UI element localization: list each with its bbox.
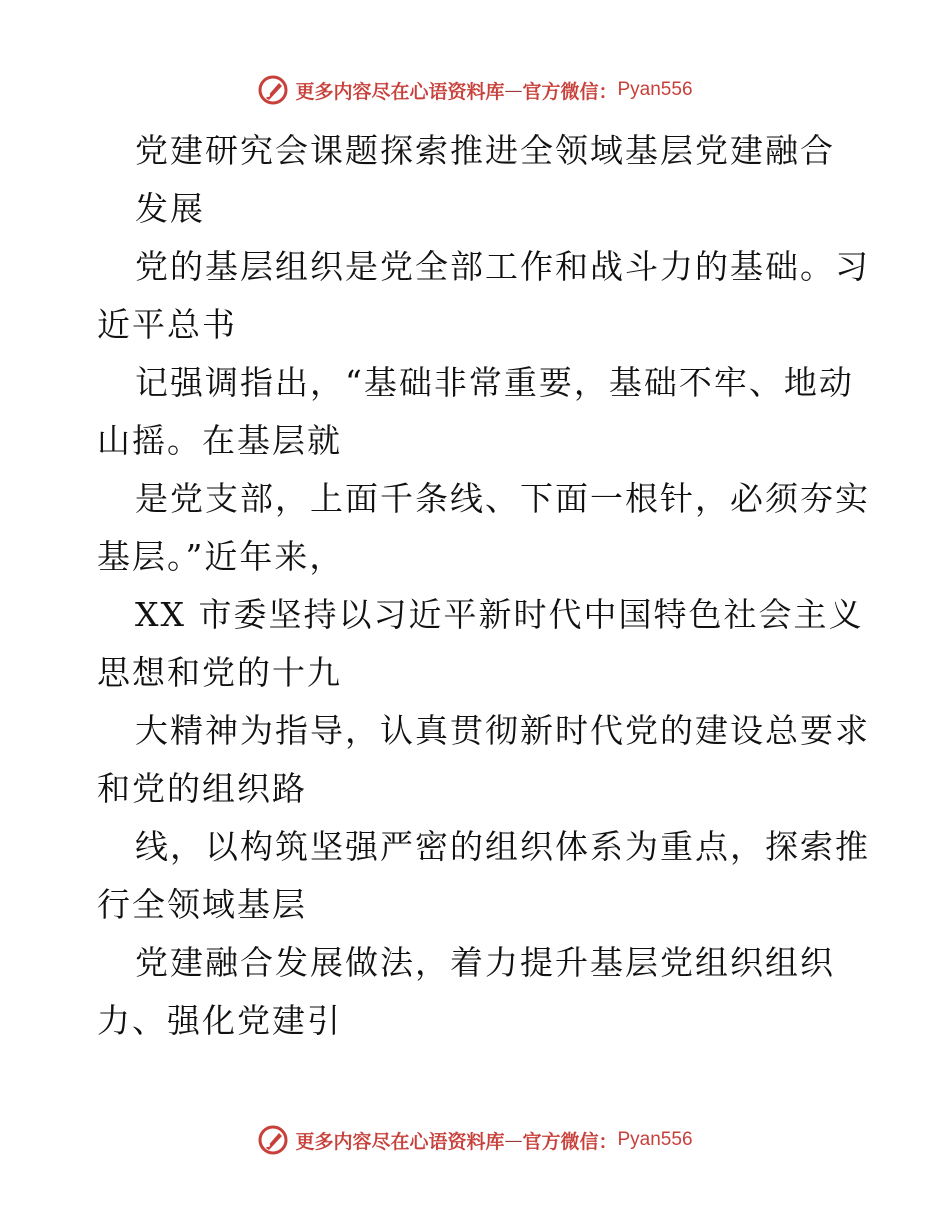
paragraph-line: 力、强化党建引: [97, 1001, 342, 1040]
paragraph-line: 基层。”近年来，: [97, 537, 345, 576]
paragraph-line: 党建融合发展做法，着力提升基层党组织组织: [135, 943, 835, 982]
paragraph-line: 和党的组织路: [97, 769, 307, 808]
header-banner: [0, 70, 950, 110]
header-banner-separator: —: [504, 79, 523, 101]
paragraph-line: 行全领域基层: [97, 885, 307, 924]
document-title-line-1: 党建研究会课题探索推进全领域基层党建融合: [135, 131, 835, 170]
paragraph-line: 大精神为指导，认真贯彻新时代党的建设总要求: [135, 711, 870, 750]
paragraph-line: 近平总书: [97, 305, 237, 344]
footer-banner-text: 更多内容尽在心语资料库: [295, 1130, 505, 1153]
document-title-line-2: 发展: [135, 189, 205, 228]
paragraph-line: 思想和党的十九: [97, 653, 342, 692]
paragraph-line: 山摇。在基层就: [97, 421, 342, 460]
footer-banner-separator: —: [504, 1129, 523, 1151]
header-banner-id: Pyan556: [617, 79, 693, 100]
paragraph-line: XX 市委坚持以习近平新时代中国特色社会主义: [135, 595, 864, 634]
header-banner-text: 更多内容尽在心语资料库: [295, 80, 505, 103]
footer-banner-id: Pyan556: [617, 1129, 693, 1150]
pen-logo-icon: [257, 74, 289, 106]
paragraph-line: 线，以构筑坚强严密的组织体系为重点，探索推: [135, 827, 870, 866]
document-body: [97, 122, 870, 1050]
paragraph-line: 党的基层组织是党全部工作和战斗力的基础。习: [135, 247, 870, 286]
pen-logo-icon: [257, 1124, 289, 1156]
footer-banner: [0, 1120, 950, 1160]
footer-banner-wechat: 官方微信：: [522, 1130, 618, 1153]
paragraph-line: 是党支部，上面千条线、下面一根针，必须夯实: [135, 479, 870, 518]
header-banner-wechat: 官方微信：: [522, 80, 618, 103]
paragraph-line: 记强调指出，“基础非常重要，基础不牢、地动: [135, 363, 854, 402]
